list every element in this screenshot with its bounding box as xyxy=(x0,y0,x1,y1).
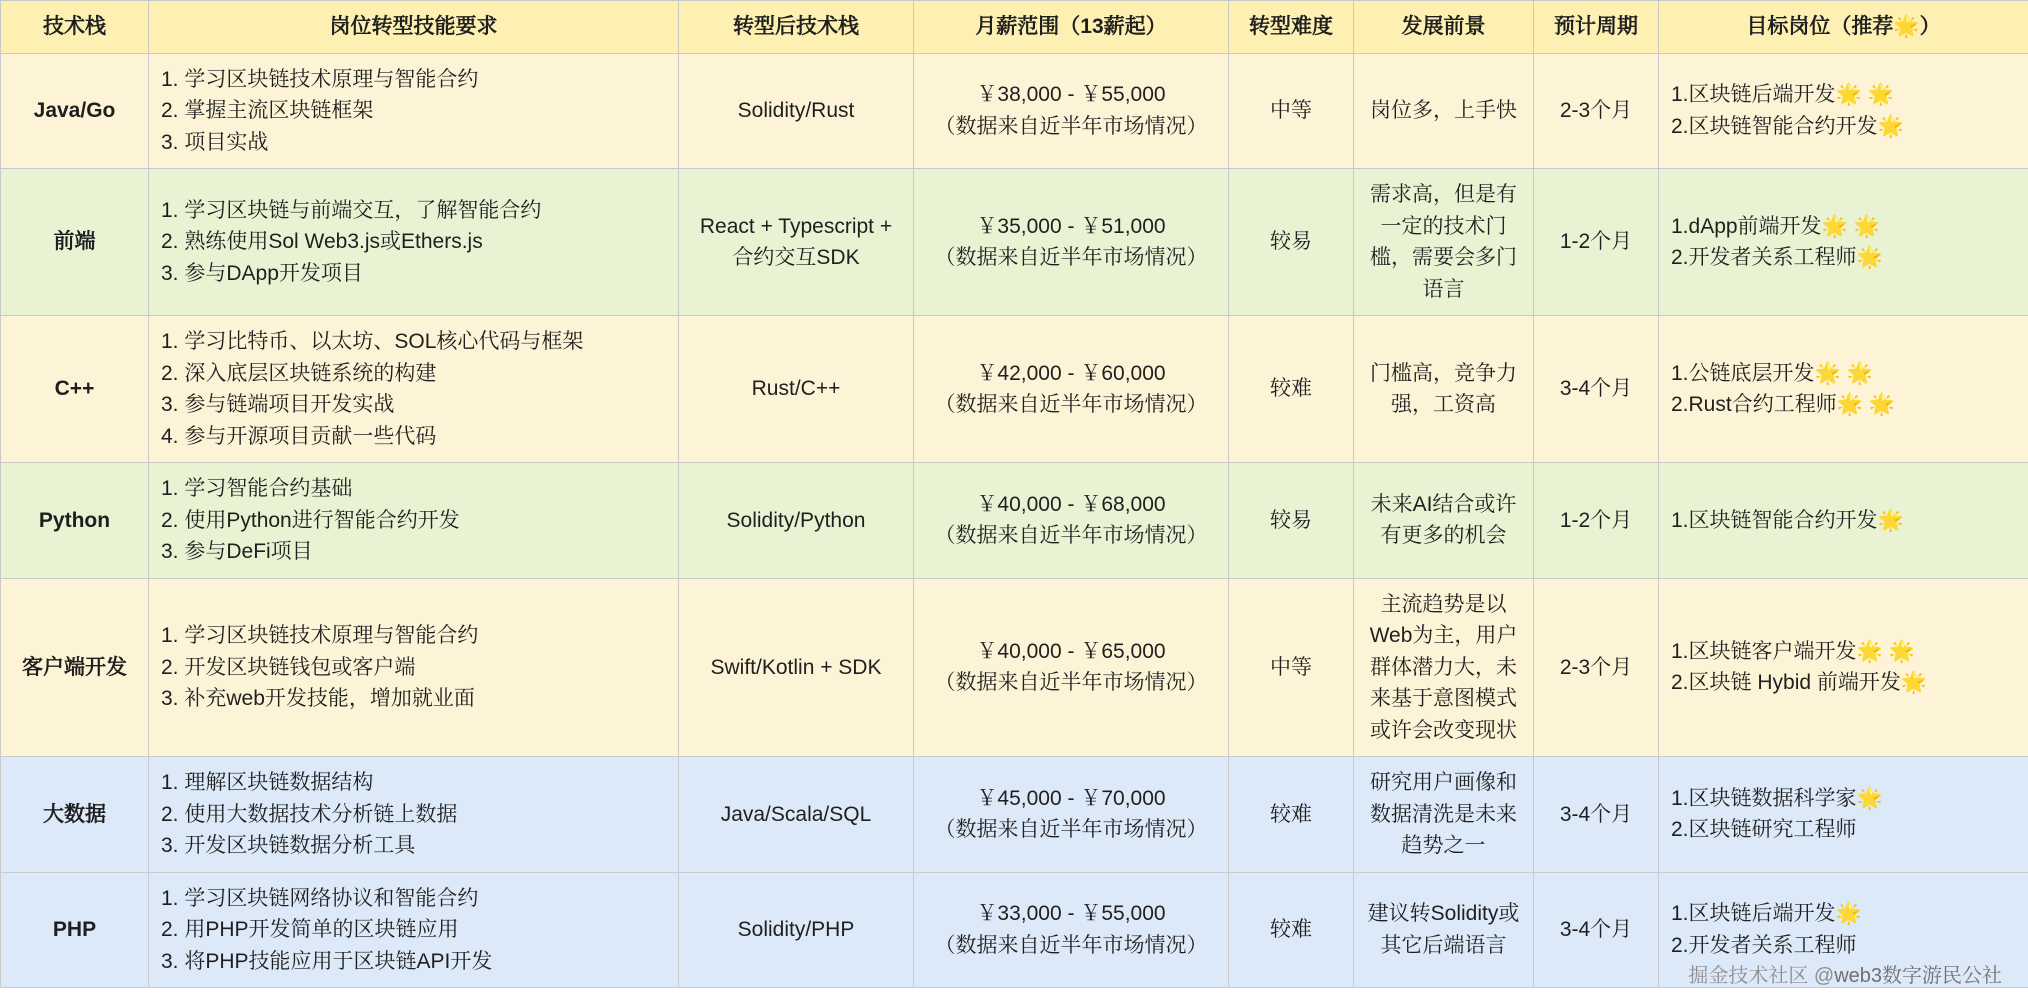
header-cell-salary: 月薪范围（13薪起） xyxy=(914,1,1229,54)
cell-period: 2-3个月 xyxy=(1534,53,1659,169)
cell-salary xyxy=(914,757,1229,873)
cell-difficulty: 较易 xyxy=(1229,463,1354,579)
cell-salary xyxy=(914,463,1229,579)
header-cell-prospect: 发展前景 xyxy=(1354,1,1534,54)
skill-line: 3. 参与DApp开发项目 xyxy=(161,261,363,285)
table-row xyxy=(1,169,2028,316)
cell-period: 3-4个月 xyxy=(1534,872,1659,988)
target-line: 2.开发者关系工程师 xyxy=(1671,933,1857,957)
target-line: 1.公链底层开发🌟 🌟 xyxy=(1671,361,1873,385)
cell-difficulty: 较难 xyxy=(1229,316,1354,463)
target-line: 2.区块链智能合约开发🌟 xyxy=(1671,114,1904,138)
cell-prospect: 岗位多，上手快 xyxy=(1354,53,1534,169)
table-row xyxy=(1,316,2028,463)
skill-line: 1. 学习区块链网络协议和智能合约 xyxy=(161,886,479,910)
target-line: 2.开发者关系工程师🌟 xyxy=(1671,246,1883,269)
cell-skills xyxy=(149,53,679,169)
cell-target xyxy=(1659,872,2028,988)
skill-line: 3. 参与DeFi项目 xyxy=(161,540,313,563)
cell-difficulty: 较易 xyxy=(1229,169,1354,316)
cell-prospect: 建议转Solidity或其它后端语言 xyxy=(1354,872,1534,988)
cell-salary xyxy=(914,578,1229,757)
cell-stack: C++ xyxy=(1,316,149,463)
salary-note: （数据来自近半年市场情况） xyxy=(934,933,1208,957)
salary-range: ￥33,000 - ￥55,000 xyxy=(976,902,1166,926)
cell-stack: PHP xyxy=(1,872,149,988)
cell-target xyxy=(1659,578,2028,757)
cell-target xyxy=(1659,316,2028,463)
cell-prospect: 需求高，但是有一定的技术门槛，需要会多门语言 xyxy=(1354,169,1534,316)
table-row xyxy=(1,578,2028,757)
salary-range: ￥40,000 - ￥68,000 xyxy=(976,492,1166,516)
cell-new-stack: React + Typescript + 合约交互SDK xyxy=(679,169,914,316)
skill-line: 2. 掌握主流区块链框架 xyxy=(161,99,374,122)
salary-note: （数据来自近半年市场情况） xyxy=(934,114,1208,138)
skill-line: 1. 理解区块链数据结构 xyxy=(161,771,374,794)
cell-target xyxy=(1659,463,2028,579)
cell-period: 1-2个月 xyxy=(1534,169,1659,316)
skill-line: 2. 熟练使用Sol Web3.js或Ethers.js xyxy=(161,230,483,254)
salary-note: （数据来自近半年市场情况） xyxy=(934,246,1208,269)
cell-new-stack: Swift/Kotlin + SDK xyxy=(679,578,914,757)
target-line: 1.区块链后端开发🌟 🌟 xyxy=(1671,83,1894,107)
cell-salary xyxy=(914,872,1229,988)
watermark-handle: web3数字游民公社 xyxy=(1834,965,2002,987)
header-cell-difficulty: 转型难度 xyxy=(1229,1,1354,54)
cell-stack: 客户端开发 xyxy=(1,578,149,757)
cell-stack: 大数据 xyxy=(1,757,149,873)
cell-period: 1-2个月 xyxy=(1534,463,1659,579)
cell-period: 3-4个月 xyxy=(1534,757,1659,873)
cell-skills xyxy=(149,463,679,579)
cell-period: 2-3个月 xyxy=(1534,578,1659,757)
table-header xyxy=(1,1,2028,54)
cell-skills xyxy=(149,316,679,463)
table-row xyxy=(1,463,2028,579)
cell-skills xyxy=(149,872,679,988)
cell-new-stack: Java/Scala/SQL xyxy=(679,757,914,873)
cell-skills xyxy=(149,578,679,757)
cell-difficulty: 较难 xyxy=(1229,757,1354,873)
salary-note: （数据来自近半年市场情况） xyxy=(934,393,1208,416)
cell-prospect: 未来AI结合或许有更多的机会 xyxy=(1354,463,1534,579)
skill-line: 3. 将PHP技能应用于区块链API开发 xyxy=(161,949,493,973)
cell-new-stack: Solidity/PHP xyxy=(679,872,914,988)
skill-line: 1. 学习比特币、以太坊、SOL核心代码与框架 xyxy=(161,330,584,353)
cell-period: 3-4个月 xyxy=(1534,316,1659,463)
skill-line: 2. 深入底层区块链系统的构建 xyxy=(161,361,437,385)
skill-line: 3. 项目实战 xyxy=(161,130,269,154)
table-row xyxy=(1,872,2028,988)
target-line: 1.区块链客户端开发🌟 🌟 xyxy=(1671,639,1915,663)
skill-line: 1. 学习智能合约基础 xyxy=(161,477,353,500)
salary-range: ￥40,000 - ￥65,000 xyxy=(976,639,1166,663)
salary-range: ￥38,000 - ￥55,000 xyxy=(976,83,1166,107)
header-cell-new-stack: 转型后技术栈 xyxy=(679,1,914,54)
skill-line: 1. 学习区块链与前端交互，了解智能合约 xyxy=(161,198,542,222)
target-line: 1.区块链智能合约开发🌟 xyxy=(1671,508,1904,532)
cell-salary xyxy=(914,53,1229,169)
cell-stack: 前端 xyxy=(1,169,149,316)
salary-note: （数据来自近半年市场情况） xyxy=(934,524,1208,548)
target-line: 1.区块链后端开发🌟 xyxy=(1671,902,1862,926)
cell-target xyxy=(1659,757,2028,873)
target-line: 2.区块链 Hybid 前端开发🌟 xyxy=(1671,671,1928,695)
salary-range: ￥42,000 - ￥60,000 xyxy=(976,361,1166,385)
skill-line: 1. 学习区块链技术原理与智能合约 xyxy=(161,624,479,647)
header-cell-target: 目标岗位（推荐🌟） xyxy=(1659,1,2028,54)
cell-prospect: 主流趋势是以Web为主，用户群体潜力大，未来基于意图模式或许会改变现状 xyxy=(1354,578,1534,757)
cell-skills xyxy=(149,757,679,873)
target-line: 2.Rust合约工程师🌟 🌟 xyxy=(1671,393,1895,416)
skill-line: 2. 用PHP开发简单的区块链应用 xyxy=(161,918,459,941)
skill-line: 1. 学习区块链技术原理与智能合约 xyxy=(161,67,479,91)
cell-stack: Python xyxy=(1,463,149,579)
cell-new-stack: Solidity/Python xyxy=(679,463,914,579)
salary-range: ￥45,000 - ￥70,000 xyxy=(976,786,1166,810)
header-cell-stack: 技术栈 xyxy=(1,1,149,54)
skill-line: 3. 开发区块链数据分析工具 xyxy=(161,834,416,857)
table-body xyxy=(1,53,2028,988)
salary-range: ￥35,000 - ￥51,000 xyxy=(976,214,1166,238)
cell-prospect: 门槛高，竞争力强，工资高 xyxy=(1354,316,1534,463)
header-row xyxy=(1,1,2028,54)
cell-new-stack: Solidity/Rust xyxy=(679,53,914,169)
cell-salary xyxy=(914,169,1229,316)
skill-line: 2. 使用大数据技术分析链上数据 xyxy=(161,802,458,826)
skill-line: 3. 参与链端项目开发实战 xyxy=(161,393,395,416)
target-line: 1.区块链数据科学家🌟 xyxy=(1671,786,1883,810)
cell-target xyxy=(1659,53,2028,169)
cell-skills xyxy=(149,169,679,316)
cell-salary xyxy=(914,316,1229,463)
skill-line: 2. 开发区块链钱包或客户端 xyxy=(161,655,416,679)
skill-line: 4. 参与开源项目贡献一些代码 xyxy=(161,424,437,448)
table-row xyxy=(1,757,2028,873)
skill-line: 2. 使用Python进行智能合约开发 xyxy=(161,508,460,532)
target-line: 2.区块链研究工程师 xyxy=(1671,818,1857,842)
cell-new-stack: Rust/C++ xyxy=(679,316,914,463)
header-cell-period: 预计周期 xyxy=(1534,1,1659,54)
cell-difficulty: 中等 xyxy=(1229,53,1354,169)
cell-difficulty: 中等 xyxy=(1229,578,1354,757)
cell-difficulty: 较难 xyxy=(1229,872,1354,988)
salary-note: （数据来自近半年市场情况） xyxy=(934,671,1208,695)
target-line: 1.dApp前端开发🌟 🌟 xyxy=(1671,214,1880,238)
watermark-prefix: 掘金技术社区 @ xyxy=(1688,965,1835,987)
cell-prospect: 研究用户画像和数据清洗是未来趋势之一 xyxy=(1354,757,1534,873)
cell-stack: Java/Go xyxy=(1,53,149,169)
skill-line: 3. 补充web开发技能，增加就业面 xyxy=(161,687,475,710)
header-cell-skills: 岗位转型技能要求 xyxy=(149,1,679,54)
table-row xyxy=(1,53,2028,169)
cell-target xyxy=(1659,169,2028,316)
salary-note: （数据来自近半年市场情况） xyxy=(934,818,1208,842)
